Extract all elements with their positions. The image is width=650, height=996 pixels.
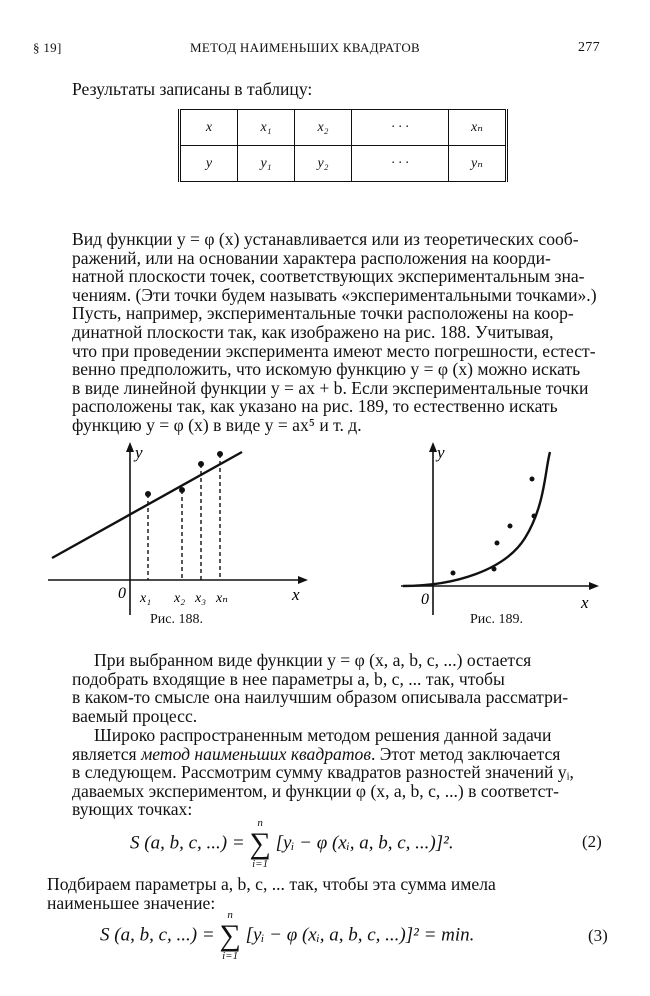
figure-188 (40, 440, 320, 630)
sum-upper: n (227, 909, 233, 921)
tick-label: x₂ (174, 591, 186, 606)
sum-upper: n (257, 817, 263, 829)
table-cell: xₙ (449, 110, 507, 146)
text-line: расположены так, как указано на рис. 189, то естественно искать (72, 396, 558, 417)
data-point (145, 491, 151, 497)
fitted-line (52, 452, 242, 558)
text-line: венно предположить, что искомую функцию y = φ (x) можно искать (72, 359, 581, 380)
table-cell: x₁ (238, 110, 295, 146)
intro-text: Результаты записаны в таблицу: (72, 79, 313, 99)
emphasis-term: метод наименьших квадратов (141, 743, 371, 764)
data-point (217, 451, 223, 457)
data-point (508, 524, 513, 529)
text-line: Подбираем параметры a, b, c, ... так, чтобы эта сумма имела (47, 874, 496, 894)
tick-label: xₙ (216, 591, 228, 606)
formula-lhs: S (a, b, c, ...) = (130, 832, 250, 854)
equation-number: (2) (582, 832, 602, 851)
text-line: подобрать входящие в нее параметры a, b, c, ... так, чтобы (72, 668, 505, 689)
text-line: даваемых экспериментом, и функции φ (x, a, b, c, ...) в соответст- (72, 780, 559, 801)
data-point (492, 567, 497, 572)
table-row (180, 110, 507, 146)
caption-189: Рис. 189. (470, 612, 523, 627)
sum-operator (249, 818, 270, 870)
sigma-icon: ∑ (219, 919, 241, 952)
text-line: в виде линейной функции y = ax + b. Если экспериментальные точки (72, 377, 589, 398)
tick-label: x₁ (140, 591, 152, 606)
text-line: наименьшее значение: (47, 892, 216, 913)
sigma-icon: ∑ (249, 827, 271, 860)
equation-number: (3) (588, 926, 608, 945)
data-point (532, 514, 537, 519)
text-line: Вид функции y = φ (x) устанавливается или из теоретических сооб- (72, 229, 579, 249)
tick-label: x₃ (195, 591, 207, 606)
data-table (178, 109, 508, 182)
text-line: натной плоскости точек, соответствующих экспериментальным зна- (72, 266, 585, 287)
sum-operator (219, 910, 240, 962)
y-arrow-icon (126, 442, 134, 452)
sum-lower: i=1 (252, 858, 269, 870)
text-line: в каком-то смысле она наилучшим образом описывала рассматри- (72, 687, 569, 708)
paragraph-least-squares (72, 726, 606, 819)
x-label: x (292, 585, 300, 604)
text-line: функцию y = φ (x) в виде y = ax⁵ и т. д. (72, 414, 362, 435)
fitted-curve (403, 452, 550, 586)
formula-2 (130, 818, 454, 870)
data-point (451, 571, 456, 576)
table-cell: x (180, 110, 238, 146)
x-arrow-icon (589, 582, 599, 590)
table-row (180, 146, 507, 182)
x-label: x (581, 593, 589, 612)
data-point (495, 541, 500, 546)
sum-lower: i=1 (222, 950, 239, 962)
text-line: При выбранном виде функции y = φ (x, a, b, c, ...) остается (94, 650, 532, 670)
text-line: что при проведении эксперимента имеют место погрешности, естест- (72, 340, 596, 361)
section-marker: § 19] (33, 40, 62, 55)
y-label: y (135, 443, 143, 462)
caption-188: Рис. 188. (150, 612, 203, 627)
data-point (179, 487, 185, 493)
data-point (530, 477, 535, 482)
x-arrow-icon (298, 576, 308, 584)
table-cell: · · · (352, 146, 449, 182)
text-line: вующих точках: (72, 799, 193, 820)
table-cell: y₁ (238, 146, 295, 182)
paragraph-minimize (47, 875, 606, 912)
text-line: Пусть, например, экспериментальные точки расположены на коор- (72, 303, 574, 324)
table-cell: yₙ (449, 146, 507, 182)
origin-label: 0 (118, 585, 126, 602)
text-line: динатной плоскости так, как изображено на рис. 188. Учитывая, (72, 321, 554, 342)
table-cell: x₂ (295, 110, 352, 146)
table-cell: y (180, 146, 238, 182)
data-point (198, 461, 204, 467)
formula-3 (100, 910, 474, 962)
text-fragment: . Этот метод заключается (371, 743, 561, 764)
formula-rhs: [yᵢ − φ (xᵢ, a, b, c, ...)]². (275, 832, 454, 854)
text-line: ваемый процесс. (72, 705, 198, 726)
origin-label: 0 (421, 591, 429, 608)
text-line: чениям. (Эти точки будем называть «экспериментальными точками».) (72, 284, 597, 305)
y-arrow-icon (429, 442, 437, 452)
paragraph-function-form (72, 230, 606, 435)
text-fragment: является (72, 743, 142, 764)
text-line: в следующем. Рассмотрим сумму квадратов разностей значений yᵢ, (72, 762, 574, 783)
formula-rhs: [yᵢ − φ (xᵢ, a, b, c, ...)]² = min. (245, 924, 475, 946)
text-line: ражений, или на основании характера расположения на коорди- (72, 247, 551, 268)
text-line: Широко распространенным методом решения данной задачи (94, 725, 552, 745)
y-label: y (437, 443, 445, 462)
paragraph-parameters (72, 651, 606, 725)
table-cell: y₂ (295, 146, 352, 182)
text-line (72, 745, 606, 764)
running-title: МЕТОД НАИМЕНЬШИХ КВАДРАТОВ (190, 40, 421, 55)
table-cell: · · · (352, 110, 449, 146)
page-number: 277 (578, 40, 600, 55)
figure-189 (395, 440, 605, 620)
formula-lhs: S (a, b, c, ...) = (100, 924, 220, 946)
